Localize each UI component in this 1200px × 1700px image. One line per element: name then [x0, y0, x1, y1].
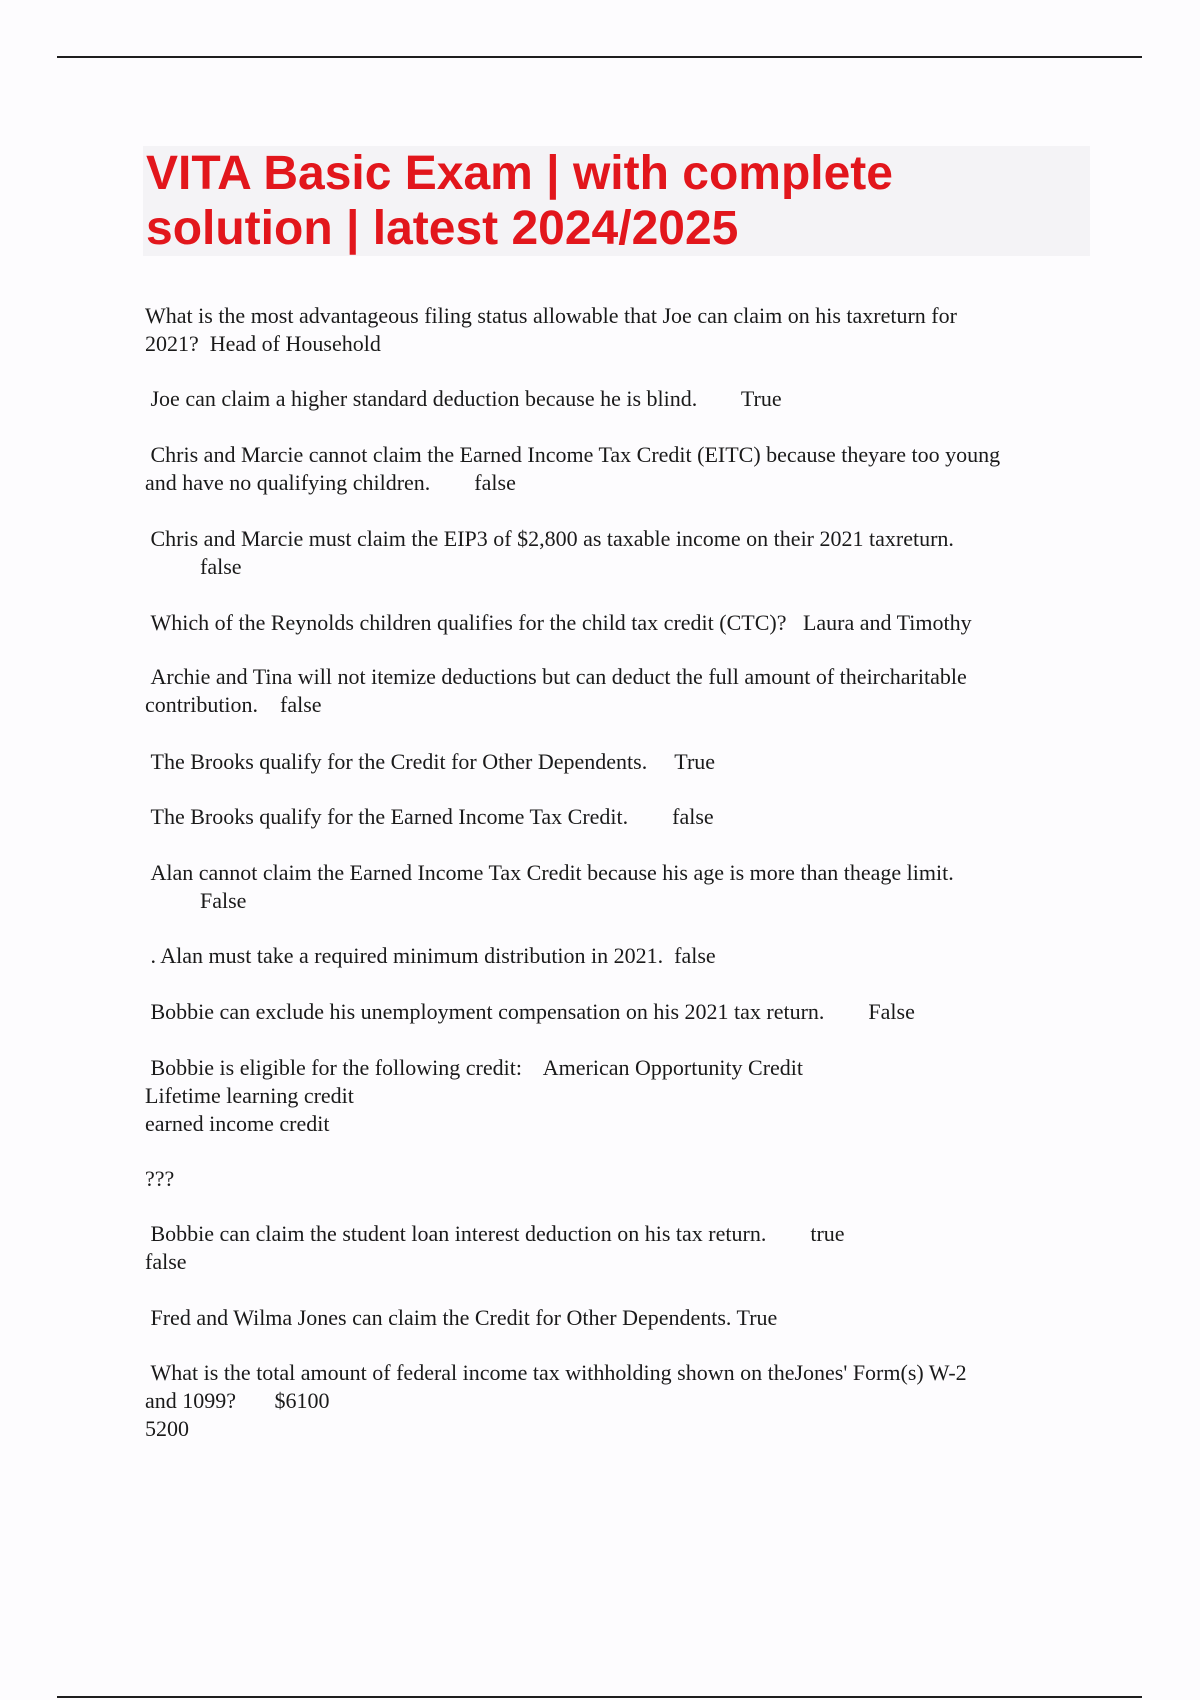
bottom-rule [57, 1696, 1142, 1698]
qa-entry-3: Chris and Marcie cannot claim the Earned Income Tax Credit (EITC) because theyare too young and have no qualifying children. false [145, 442, 1001, 495]
qa-entry-4: Chris and Marcie must claim the EIP3 of $2,800 as taxable income on their 2021 taxreturn. false [150, 526, 954, 579]
document-title: VITA Basic Exam | with complete solution | latest 2024/2025 [146, 147, 893, 255]
qa-entry-11: Bobbie can exclude his unemployment compensation on his 2021 tax return. False [145, 999, 915, 1024]
qa-entry-13: ??? [145, 1166, 175, 1191]
top-rule [57, 56, 1142, 58]
qa-entry-10: . Alan must take a required minimum distribution in 2021. false [145, 943, 716, 968]
qa-entry-14: Bobbie can claim the student loan interest deduction on his tax return. true false [145, 1221, 845, 1274]
qa-entry-8: The Brooks qualify for the Earned Income Tax Credit. false [145, 804, 714, 829]
qa-entry-7: The Brooks qualify for the Credit for Other Dependents. True [145, 749, 716, 774]
qa-entry-9: Alan cannot claim the Earned Income Tax Credit because his age is more than theage limit. False [150, 860, 954, 913]
qa-entry-2: Joe can claim a higher standard deduction because he is blind. True [145, 386, 782, 411]
qa-entry-16: What is the total amount of federal income tax withholding shown on theJones' Form(s) W-2 and 1099? $6100 5200 [145, 1360, 967, 1441]
qa-entry-5: Which of the Reynolds children qualifies for the child tax credit (CTC)? Laura and Timothy [145, 610, 972, 635]
qa-entry-12: Bobbie is eligible for the following credit: American Opportunity Credit Lifetime learning credit earned income credit [145, 1055, 804, 1136]
qa-entry-1: What is the most advantageous filing status allowable that Joe can claim on his taxreturn for 2021? Head of Household [145, 303, 957, 356]
qa-entry-15: Fred and Wilma Jones can claim the Credit for Other Dependents. True [145, 1305, 778, 1330]
qa-entry-6: Archie and Tina will not itemize deductions but can deduct the full amount of theircharitable contribution. false [145, 664, 967, 717]
